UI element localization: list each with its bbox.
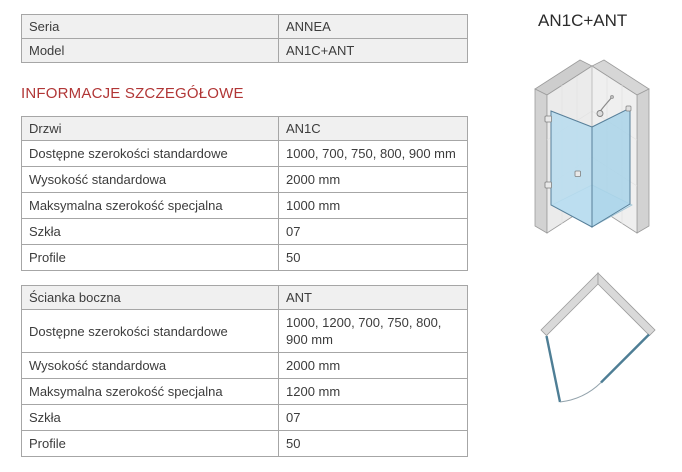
row-value: 1000, 1200, 700, 750, 800, 900 mm <box>279 310 468 353</box>
row-value: 50 <box>279 431 468 457</box>
shower-enclosure-plan-diagram <box>528 262 668 412</box>
row-value: 2000 mm <box>279 167 468 193</box>
row-value: 1200 mm <box>279 379 468 405</box>
side-wall-header-label: Ścianka boczna <box>22 286 279 310</box>
row-label: Wysokość standardowa <box>22 353 279 379</box>
row-value: 2000 mm <box>279 353 468 379</box>
table-row <box>22 167 468 193</box>
model-title: AN1C+ANT <box>538 11 628 30</box>
table-row <box>22 245 468 271</box>
table-row <box>22 219 468 245</box>
right-wall-end <box>637 89 649 233</box>
table-row <box>22 353 468 379</box>
table-row <box>22 39 468 63</box>
table-header-row <box>22 286 468 310</box>
plan-walls <box>541 273 655 336</box>
spec-sheet <box>21 14 467 457</box>
table-row <box>22 431 468 457</box>
row-label: Szkła <box>22 405 279 431</box>
row-value: 07 <box>279 219 468 245</box>
shower-enclosure-isometric-diagram <box>523 52 659 240</box>
door-spec-table <box>21 116 468 271</box>
table-row <box>22 15 468 39</box>
side-wall-spec-table <box>21 285 468 457</box>
row-label: Maksymalna szerokość specjalna <box>22 379 279 405</box>
row-value: 50 <box>279 245 468 271</box>
model-value: AN1C+ANT <box>279 39 468 63</box>
side-wall-header-value: ANT <box>279 286 468 310</box>
row-value: 07 <box>279 405 468 431</box>
series-model-table <box>21 14 468 63</box>
door-swing-arc <box>560 383 601 403</box>
door-knob <box>575 171 581 177</box>
model-label: Model <box>22 39 279 63</box>
row-label: Maksymalna szerokość specjalna <box>22 193 279 219</box>
series-value: ANNEA <box>279 15 468 39</box>
row-label: Wysokość standardowa <box>22 167 279 193</box>
plan-side-panel <box>601 335 649 383</box>
door-hinge-top <box>545 116 552 122</box>
door-header-label: Drzwi <box>22 117 279 141</box>
plan-open-door <box>547 336 561 402</box>
row-value: 1000 mm <box>279 193 468 219</box>
panel-clamp <box>626 106 631 111</box>
table-row <box>22 310 468 353</box>
plan-left-wall <box>541 273 598 336</box>
table-row <box>22 141 468 167</box>
row-value: 1000, 700, 750, 800, 900 mm <box>279 141 468 167</box>
door-hinge-bottom <box>545 182 552 188</box>
table-row <box>22 193 468 219</box>
section-heading: INFORMACJE SZCZEGÓŁOWE <box>21 85 244 102</box>
row-label: Szkła <box>22 219 279 245</box>
row-label: Profile <box>22 431 279 457</box>
row-label: Dostępne szerokości standardowe <box>22 310 279 353</box>
table-header-row <box>22 117 468 141</box>
left-wall-end <box>535 89 547 233</box>
plan-right-wall <box>598 273 655 336</box>
series-label: Seria <box>22 15 279 39</box>
row-label: Dostępne szerokości standardowe <box>22 141 279 167</box>
door-header-value: AN1C <box>279 117 468 141</box>
table-row <box>22 379 468 405</box>
row-label: Profile <box>22 245 279 271</box>
table-row <box>22 405 468 431</box>
